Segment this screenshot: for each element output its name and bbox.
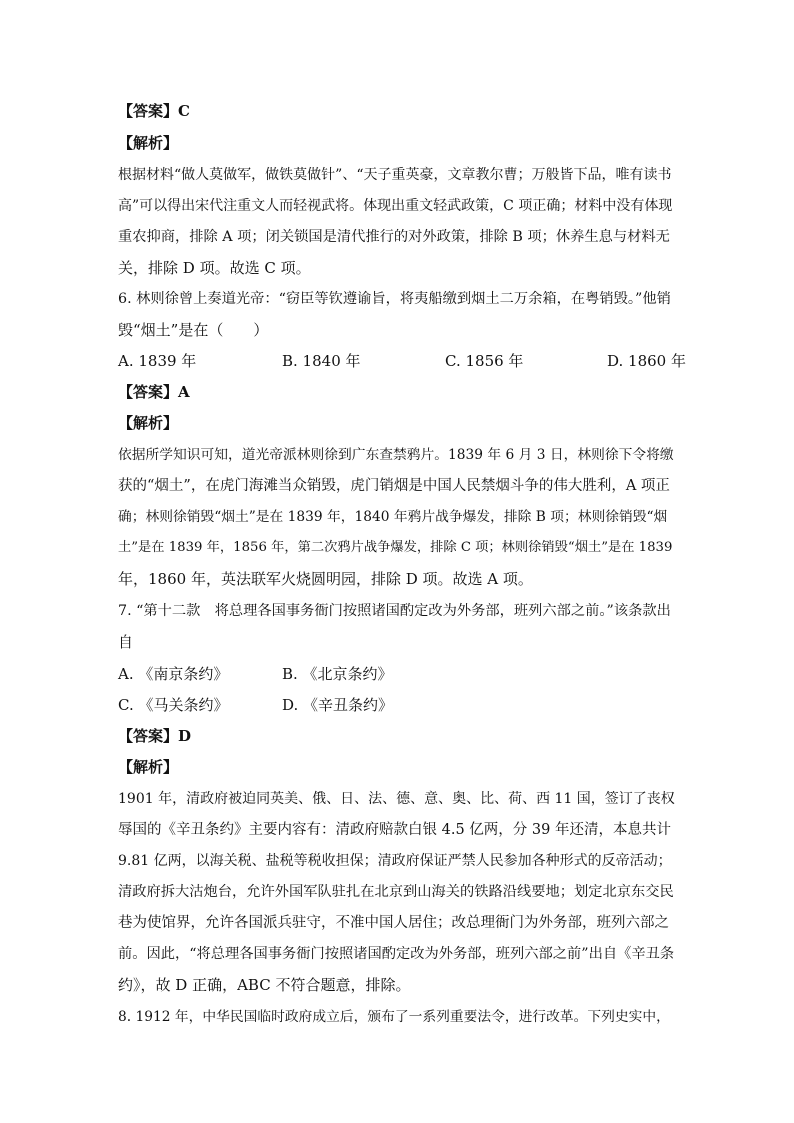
q5-analysis-label: 【解析】	[118, 134, 179, 152]
q7-analysis-line: 清政府拆大沽炮台，允许外国军队驻扎在北京到山海关的铁路沿线要地；划定北京东交民	[118, 884, 674, 900]
q5-answer: 【答案】C	[118, 102, 190, 120]
q7-analysis-line: 辱国的《辛丑条约》主要内容有：清政府赔款白银 4.5 亿两，分 39 年还清，本息共计	[118, 822, 671, 838]
q5-analysis-line: 根据材料“做人莫做军，做铁莫做针”、“天子重英豪，文章教尔曹；万般皆下品，唯有读书	[118, 167, 672, 183]
q6-analysis-line: 获的“烟土”，在虎门海滩当众销毁，虎门销烟是中国人民禁烟斗争的伟大胜利，A 项正	[118, 478, 670, 494]
q6-stem-line: 6. 林则徐曾上奏道光帝：“窃臣等钦遵谕旨，将夷船缴到烟土二万余箱，在粤销毁。”他销	[118, 291, 671, 307]
q6-analysis-line: 年，1860 年，英法联军火烧圆明园，排除 D 项。故选 A 项。	[118, 570, 533, 588]
q7-analysis-line: 1901 年，清政府被迫同英美、俄、日、法、德、意、奥、比、荷、西 11 国，签订了丧权	[118, 791, 675, 807]
q7-analysis-line: 约》，故 D 正确，ABC 不符合题意，排除。	[118, 976, 411, 994]
q7-answer: 【答案】D	[118, 727, 192, 745]
q6-analysis-line: 依据所学知识可知，道光帝派林则徐到广东查禁鸦片。1839 年 6 月 3 日，林则徐下令将缴	[118, 447, 674, 463]
q7-analysis-label: 【解析】	[118, 758, 179, 776]
q7-analysis-line: 9.81 亿两，以海关税、盐税等税收担保；清政府保证严禁人民参加各种形式的反帝活动；	[118, 853, 672, 869]
q5-analysis-line: 关，排除 D 项。故选 C 项。	[118, 259, 311, 277]
q7-stem-line: 7. “第十二款 将总理各国事务衙门按照诸国酌定改为外务部，班列六部之前。”该条款出	[118, 603, 671, 619]
q7-analysis-line: 巷为使馆界，允许各国派兵驻守，不准中国人居住；改总理衙门为外务部，班列六部之	[118, 915, 669, 931]
q5-analysis-line: 高”可以得出宋代注重文人而轻视武将。体现出重文轻武政策，C 项正确；材料中没有体现	[118, 198, 673, 214]
q6-option-d: D. 1860 年	[607, 352, 686, 370]
q5-analysis-line: 重农抑商，排除 A 项；闭关锁国是清代推行的对外政策，排除 B 项；休养生息与材料无	[118, 229, 670, 245]
q6-stem-line: 毁“烟土”是在（ ）	[118, 321, 269, 339]
q7-option-b: B. 《北京条约》	[282, 665, 393, 683]
q7-option-d: D. 《辛丑条约》	[282, 696, 394, 714]
q6-analysis-line: 确；林则徐销毁“烟土”是在 1839 年，1840 年鸦片战争爆发，排除 B 项；林则徐销毁“烟	[118, 509, 668, 525]
q6-option-c: C. 1856 年	[445, 352, 524, 370]
q7-option-c: C. 《马关条约》	[118, 696, 229, 714]
q6-option-a: A. 1839 年	[118, 352, 197, 370]
q7-option-a: A. 《南京条约》	[118, 665, 229, 683]
q6-option-b: B. 1840 年	[282, 352, 361, 370]
q8-stem-line: 8. 1912 年，中华民国临时政府成立后，颁布了一系列重要法令，进行改革。下列史实中，	[118, 1009, 670, 1025]
q7-stem-line: 自	[118, 633, 134, 651]
q6-analysis-label: 【解析】	[118, 414, 179, 432]
q7-analysis-line: 前。因此，“将总理各国事务衙门按照诸国酌定改为外务部，班列六部之前”出自《辛丑条	[118, 946, 675, 962]
q6-analysis-line: 土”是在 1839 年，1856 年，第二次鸦片战争爆发，排除 C 项；林则徐销毁“烟土”是在 1839	[118, 540, 673, 555]
q6-answer: 【答案】A	[118, 383, 190, 401]
